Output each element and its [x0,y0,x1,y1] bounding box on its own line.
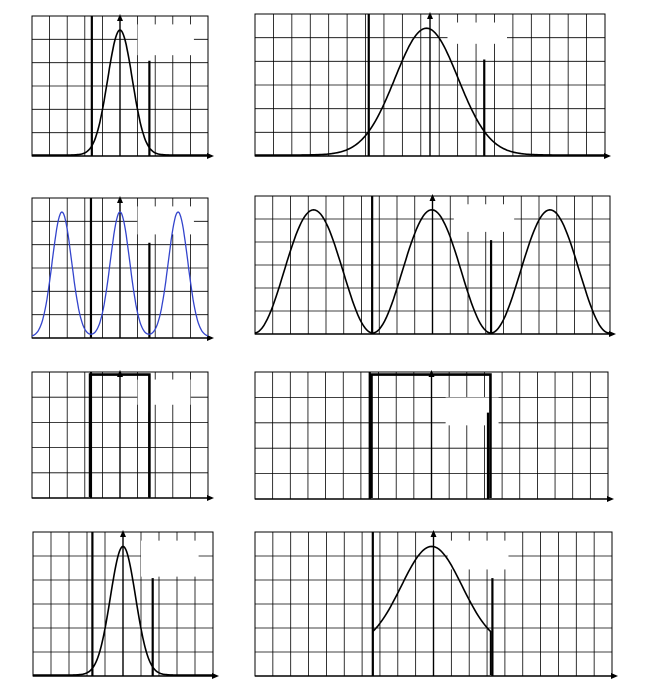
panel-4-right [255,530,618,679]
x-axis-arrow [207,153,214,159]
x-axis-arrow [611,673,618,679]
panel-2-left [32,196,214,341]
x-axis-arrow [207,335,214,341]
label-box [448,541,509,570]
y-axis-arrow [120,530,126,537]
label-box [138,380,191,405]
y-axis-arrow [430,194,436,201]
panel-3-right [255,370,614,502]
panel-4-left [33,530,219,679]
x-axis-arrow [212,673,219,679]
panel-1-right [255,12,611,159]
x-axis-arrow [207,495,214,501]
label-box [138,206,194,234]
x-axis-arrow [604,153,611,159]
x-axis-arrow [607,496,614,502]
label-box [454,204,514,232]
panel-1-left [32,14,214,159]
x-axis-arrow [609,331,616,337]
y-axis-arrow [431,530,437,537]
label-box [141,541,199,577]
y-axis-arrow [427,12,433,19]
panel-3-left [32,370,214,501]
y-axis-arrow [117,14,123,21]
label-box [138,24,194,55]
label-box [448,23,508,44]
panel-2-right [255,194,616,337]
y-axis-arrow [117,196,123,203]
